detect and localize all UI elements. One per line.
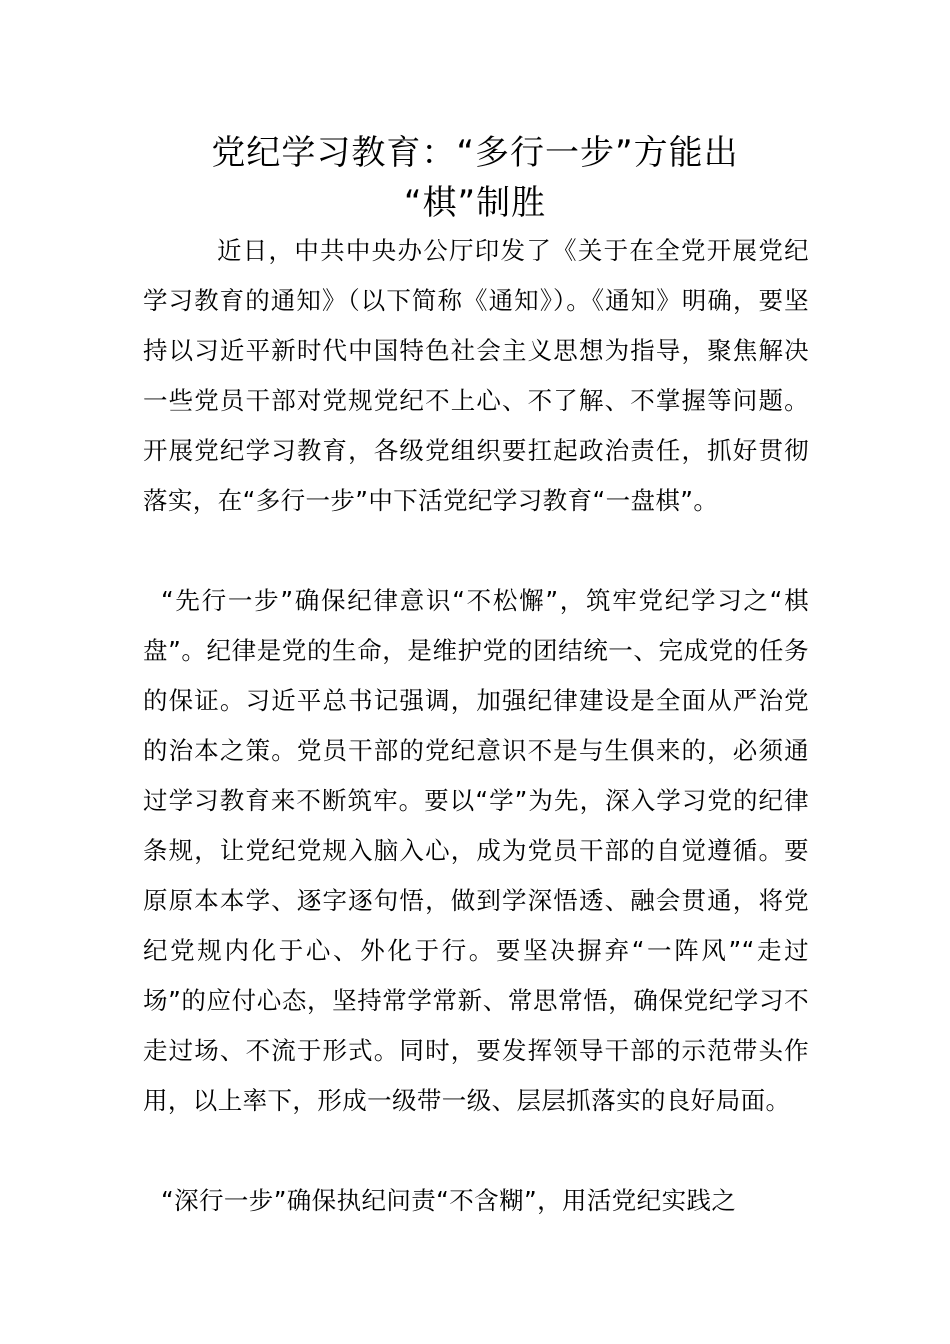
- document-title-line-2: “棋”制胜: [403, 183, 547, 223]
- paragraph-deep-step: “深行一步”确保执纪问责“不含糊”，用活党纪实践之: [161, 1186, 737, 1215]
- paragraph-intro: 近日，中共中央办公厅印发了《关于在全党开展党纪学习教育的通知》（以下简称《通知》）。《通知》明确，要坚持以习近平新时代中国特色社会主义思想为指导，聚焦解决一些党员干部对党规党纪不上心、不了解、不掌握等问题。开展党纪学习教育，各级党组织要扛起政治责任，抓好贯彻落实，在“多行一步”中下活党纪学习教育“一盘棋”。: [143, 236, 809, 515]
- document-title-line-1: 党纪学习教育：“多行一步”方能出: [211, 133, 739, 173]
- paragraph-first-step: “先行一步”确保纪律意识“不松懈”，筑牢党纪学习之“棋盘”。纪律是党的生命，是维护党的团结统一、完成党的任务的保证。习近平总书记强调，加强纪律建设是全面从严治党的治本之策。党员干部的党纪意识不是与生俱来的，必须通过学习教育来不断筑牢。要以“学”为先，深入学习党的纪律条规，让党纪党规入脑入心，成为党员干部的自觉遵循。要原原本本学、逐字逐句悟，做到学深悟透、融会贯通，将党纪党规内化于心、外化于行。要坚决摒弃“一阵风”“走过场”的应付心态，坚持常学常新、常思常悟，确保党纪学习不走过场、不流于形式。同时，要发挥领导干部的示范带头作用，以上率下，形成一级带一级、层层抓落实的良好局面。: [143, 586, 809, 1115]
